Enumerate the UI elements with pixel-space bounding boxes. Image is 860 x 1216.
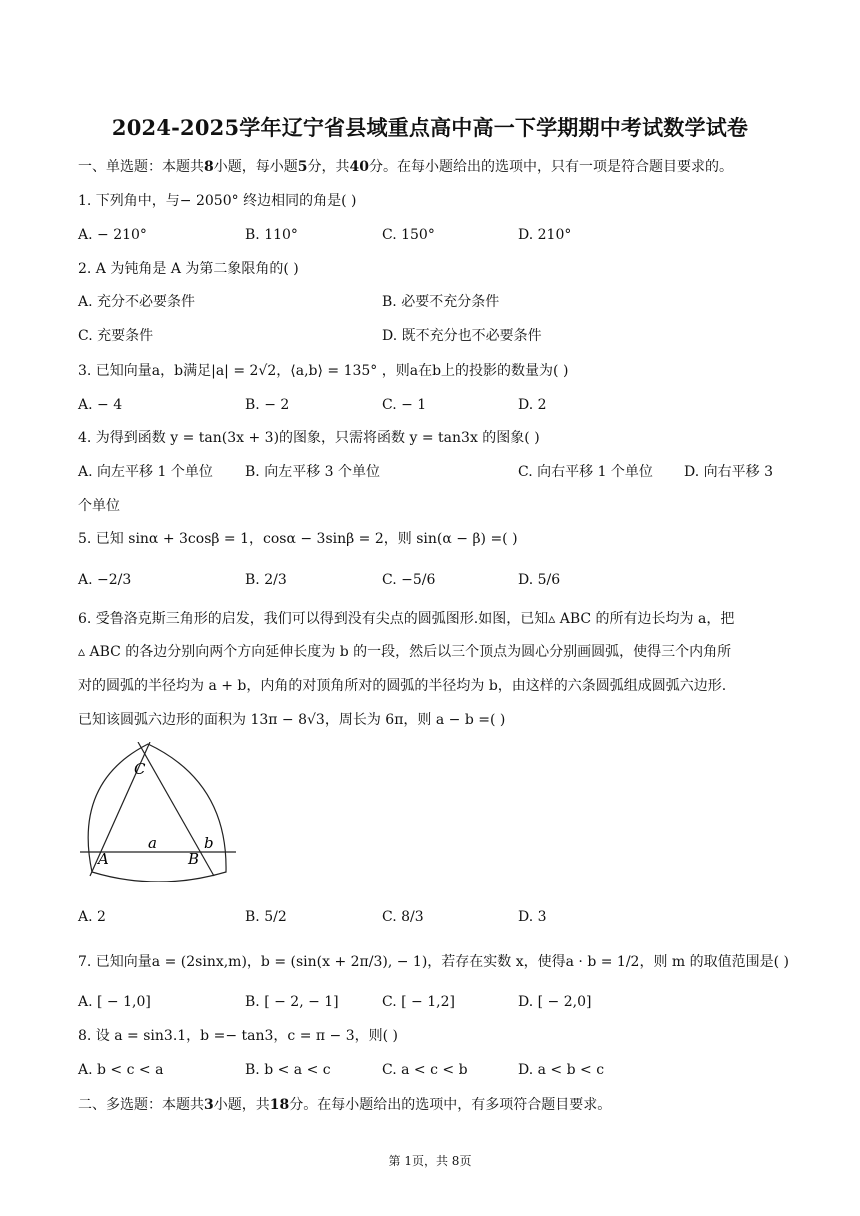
q3-option-a[interactable]: A. − 4 [78, 397, 123, 413]
q6-option-b[interactable]: B. 5/2 [245, 909, 287, 925]
question-2: 2. A 为钝角是 A 为第二象限角的( ) [78, 261, 299, 277]
q1-option-c[interactable]: C. 150° [382, 227, 435, 243]
q7-option-c[interactable]: C. [ − 1,2] [382, 994, 455, 1010]
q6-option-c[interactable]: C. 8/3 [382, 909, 424, 925]
q2-option-d[interactable]: D. 既不充分也不必要条件 [382, 328, 542, 344]
q7-option-b[interactable]: B. [ − 2, − 1] [245, 994, 339, 1010]
q5-option-d[interactable]: D. 5/6 [518, 572, 561, 588]
q5-option-b[interactable]: B. 2/3 [245, 572, 287, 588]
q4-option-d-cont: 个单位 [78, 498, 120, 514]
question-6-line-2: ▵ ABC 的各边分别向两个方向延伸长度为 b 的一段，然后以三个顶点为圆心分别画圆弧，使得三个内角所 [78, 644, 732, 660]
question-4: 4. 为得到函数 y = tan(3x + 3)的图象，只需将函数 y = tan3x 的图象( ) [78, 430, 540, 446]
section-2-total: 18 [269, 1097, 290, 1113]
question-8: 8. 设 a = sin3.1，b =− tan3，c = π − 3，则( ) [78, 1028, 398, 1044]
q3-option-d[interactable]: D. 2 [518, 397, 547, 413]
section-2-header [78, 1096, 611, 1114]
question-3: 3. 已知向量a，b满足|a| = 2√2，⟨a,b⟩ = 135° ，则a在b上的投影的数量为( ) [78, 363, 569, 379]
page-title: 2024-2025学年辽宁省县域重点高中高一下学期期中考试数学试卷 [111, 115, 749, 140]
q5-option-a[interactable]: A. −2/3 [78, 572, 132, 588]
q1-option-b[interactable]: B. 110° [245, 227, 298, 243]
question-6-line-3: 对的圆弧的半径均为 a + b，内角的对顶角所对的圆弧的半径均为 b，由这样的六条圆弧组成圆弧六边形. [78, 678, 727, 694]
q3-option-c[interactable]: C. − 1 [382, 397, 427, 413]
q4-option-a[interactable]: A. 向左平移 1 个单位 [78, 464, 213, 480]
section-1-total: 40 [349, 159, 369, 175]
q8-option-b[interactable]: B. b < a < c [245, 1062, 331, 1078]
q1-option-a[interactable]: A. − 210° [78, 227, 147, 243]
page-footer: 第 1页，共 8页 [388, 1154, 472, 1168]
q7-option-d[interactable]: D. [ − 2,0] [518, 994, 592, 1010]
question-6-line-4: 已知该圆弧六边形的面积为 13π − 8√3，周长为 6π，则 a − b =( ) [78, 712, 506, 728]
section-2-text-a: 小题，共 [213, 1097, 270, 1113]
label-a: A [98, 850, 109, 868]
right-side-line [138, 742, 214, 876]
section-1-header [78, 158, 733, 176]
q2-option-c[interactable]: C. 充要条件 [78, 328, 154, 344]
section-2-label: 二、多选题：本题共 [78, 1097, 204, 1113]
label-b: B [188, 850, 200, 868]
question-1: 1. 下列角中，与− 2050° 终边相同的角是( ) [78, 193, 357, 209]
section-1-text-c: 分。在每小题给出的选项中，只有一项是符合题目要求的。 [368, 159, 733, 175]
question-6-line-1: 6. 受鲁洛克斯三角形的启发，我们可以得到没有尖点的圆弧图形.如图，已知▵ ABC 的所有边长均为 a，把 [78, 611, 735, 627]
q3-option-b[interactable]: B. − 2 [245, 397, 290, 413]
label-side-a: a [148, 834, 157, 852]
q5-option-c[interactable]: C. −5/6 [382, 572, 436, 588]
section-1-points: 5 [297, 159, 308, 175]
section-2-text-b: 分。在每小题给出的选项中，有多项符合题目要求。 [289, 1097, 612, 1113]
q4-option-d[interactable]: D. 向右平移 3 [684, 464, 773, 480]
label-side-b: b [204, 834, 214, 852]
q2-option-a[interactable]: A. 充分不必要条件 [78, 294, 196, 310]
q8-option-c[interactable]: C. a < c < b [382, 1062, 468, 1078]
q2-option-b[interactable]: B. 必要不充分条件 [382, 294, 500, 310]
q4-option-c[interactable]: C. 向右平移 1 个单位 [518, 464, 653, 480]
q7-option-a[interactable]: A. [ − 1,0] [78, 994, 151, 1010]
section-1-label: 一、单选题：本题共 [78, 159, 204, 175]
q6-option-d[interactable]: D. 3 [518, 909, 547, 925]
section-1-text-b: 分，共 [307, 159, 350, 175]
q4-option-b[interactable]: B. 向左平移 3 个单位 [245, 464, 380, 480]
section-2-count: 3 [204, 1097, 214, 1113]
q1-option-d[interactable]: D. 210° [518, 227, 572, 243]
q8-option-a[interactable]: A. b < c < a [78, 1062, 164, 1078]
reuleaux-hexagon-figure [78, 742, 238, 882]
label-c: C [134, 760, 146, 778]
question-7: 7. 已知向量a = (2sinx,m)，b = (sin(x + 2π/3), − 1)，若存在实数 x，使得a · b = 1/2，则 m 的取值范围是( ) [78, 954, 789, 970]
q6-option-a[interactable]: A. 2 [78, 909, 106, 925]
question-5: 5. 已知 sinα + 3cosβ = 1，cosα − 3sinβ = 2，则 sin(α − β) =( ) [78, 531, 518, 547]
q8-option-d[interactable]: D. a < b < c [518, 1062, 605, 1078]
section-1-count: 8 [204, 159, 214, 175]
section-1-text-a: 小题，每小题 [213, 159, 298, 175]
